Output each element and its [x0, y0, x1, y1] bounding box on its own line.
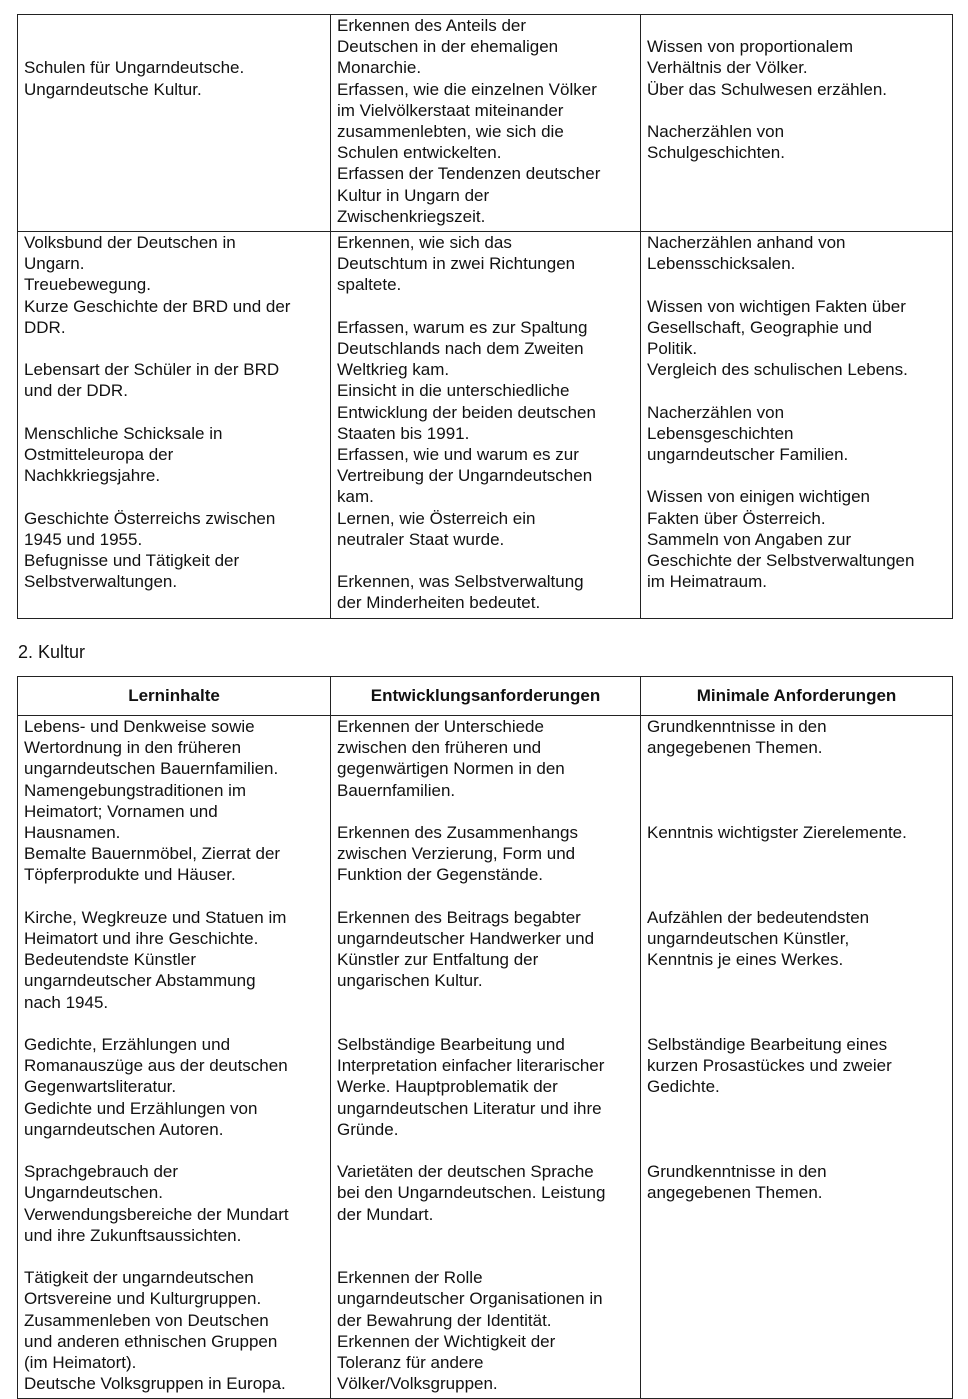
cell-text-line: Gegenwartsliteratur. — [24, 1077, 177, 1097]
cell-text-line: Erkennen, was Selbstverwaltung — [337, 572, 584, 592]
cell-text-line: angegebenen Themen. — [647, 1183, 823, 1203]
cell-text-line — [337, 1225, 636, 1246]
cell-text-line — [647, 886, 948, 907]
cell-text-line: Deutsche Volksgruppen in Europa. — [24, 1374, 286, 1394]
cell-text-line: Geschichte Österreichs zwischen — [24, 508, 276, 528]
cell-text-line: angegebenen Themen. — [647, 738, 823, 758]
cell-text-line: Einsicht in die unterschiedliche — [337, 381, 570, 401]
cell-text-line — [24, 886, 326, 907]
cell-text-line: Kirche, Wegkreuze und Statuen im — [24, 907, 287, 927]
cell-text-line: Hausnamen. — [24, 823, 121, 843]
cell-text-line: ungarndeutscher Handwerker und — [337, 929, 595, 948]
cell-text-line: ungarndeutscher Familien. — [647, 445, 849, 465]
cell-text-line: Verwendungsbereiche der Mundart — [24, 1204, 289, 1224]
table-row — [18, 232, 953, 619]
cell-text-line — [337, 992, 636, 1013]
cell-text-line: zusammenlebten, wie sich die — [337, 122, 564, 142]
cell-text-line: Deutschen in der ehemaligen — [337, 37, 559, 57]
cell-text-line: Aufzählen der bedeutendsten — [647, 907, 870, 927]
table-row — [18, 15, 953, 232]
cell-text-line: Fakten über Österreich. — [647, 508, 826, 528]
cell-text-line: Deutschtum in zwei Richtungen — [337, 254, 576, 274]
cell-text-line: Gründe. — [337, 1119, 399, 1139]
cell-text-line: Nacherzählen von — [647, 402, 785, 422]
cell-text-line — [647, 864, 948, 885]
cell-text-line: Töpferprodukte und Häuser. — [24, 865, 236, 885]
cell-text-line: Verhältnis der Völker. — [647, 58, 808, 78]
cell-text-line: Wissen von einigen wichtigen — [647, 487, 871, 507]
cell-text-line: Lebensschicksalen. — [647, 254, 796, 274]
table-body — [18, 716, 953, 1399]
cell-text-line: Über das Schulwesen erzählen. — [647, 79, 888, 99]
cell-text-line: Lebens- und Denkweise sowie — [24, 717, 255, 736]
cell-text-line: Vertreibung der Ungarndeutschen — [337, 466, 593, 486]
cell-text-line: Politik. — [647, 339, 698, 359]
cell-text-line: Kurze Geschichte der BRD und der — [24, 296, 291, 316]
cell-text-line: Grundkenntnisse in den — [647, 1162, 827, 1182]
cell-text-line: Monarchie. — [337, 58, 422, 78]
cell-text-line — [647, 1140, 948, 1161]
cell-text-line: Interpretation einfacher literarischer — [337, 1056, 605, 1076]
cell-text-line: Deutschlands nach dem Zweiten — [337, 339, 584, 359]
cell-text-line — [647, 1119, 948, 1140]
cell-text-line — [337, 886, 636, 907]
cell-text-line — [337, 550, 636, 571]
cell-lerninhalte — [18, 716, 331, 1399]
cell-text-line: ungarndeutschen Autoren. — [24, 1119, 224, 1139]
cell-text-line: Werke. Hauptproblematik der — [337, 1077, 558, 1097]
cell-text-line: Schulen entwickelten. — [337, 143, 502, 163]
cell-text-line: Heimatort; Vornamen und — [24, 801, 218, 821]
cell-text-line — [24, 486, 326, 507]
cell-text-line — [647, 465, 948, 486]
cell-text-line — [337, 801, 636, 822]
cell-text-line — [647, 380, 948, 401]
cell-text-line: Erkennen des Anteils der — [337, 16, 527, 35]
cell-text-line: und anderen ethnischen Gruppen — [24, 1331, 278, 1351]
cell-text-line: Nacherzählen von — [647, 121, 785, 141]
cell-text-line: Erfassen, wie die einzelnen Völker — [337, 79, 597, 99]
cell-text-line: Schulen für Ungarndeutsche. — [24, 58, 245, 78]
cell-text-line: Volksbund der Deutschen in — [24, 233, 236, 253]
cell-text-line: ungarndeutschen Bauernfamilien. — [24, 759, 279, 779]
cell-text-line — [647, 970, 948, 991]
cell-text-line: Gesellschaft, Geographie und — [647, 317, 872, 337]
table-row — [18, 716, 953, 1399]
cell-text-line: Varietäten der deutschen Sprache — [337, 1162, 594, 1182]
cell-text-line — [647, 100, 948, 121]
cell-text-line: im Heimatraum. — [647, 572, 767, 592]
column-header-entwicklungsanforderungen: Entwicklungsanforderungen — [331, 677, 641, 716]
table-body — [18, 15, 953, 619]
cell-text-line: Erkennen der Wichtigkeit der — [337, 1331, 556, 1351]
cell-text-line — [24, 1140, 326, 1161]
cell-text-line — [647, 15, 948, 36]
cell-text-line: Funktion der Gegenstände. — [337, 865, 544, 885]
cell-text-line: Erfassen, warum es zur Spaltung — [337, 317, 588, 337]
cell-text-line: Völker/Volksgruppen. — [337, 1374, 498, 1394]
cell-text-line: der Minderheiten bedeutet. — [337, 593, 541, 613]
cell-text-line — [24, 338, 326, 359]
cell-text-line: Nacherzählen anhand von — [647, 233, 846, 253]
cell-text-line: Vergleich des schulischen Lebens. — [647, 360, 908, 380]
cell-text-line: Zwischenkriegszeit. — [337, 206, 486, 226]
cell-text-line: ungarischen Kultur. — [337, 971, 483, 991]
cell-text-line: Grundkenntnisse in den — [647, 717, 827, 736]
cell-text-line: Heimatort und ihre Geschichte. — [24, 929, 259, 949]
cell-text-line: ungarndeutscher Abstammung — [24, 971, 256, 991]
cell-text-line: ungarndeutscher Organisationen in — [337, 1289, 603, 1309]
cell-text-line: DDR. — [24, 317, 66, 337]
cell-text-line — [647, 1013, 948, 1034]
cell-text-line: spaltete. — [337, 275, 402, 295]
cell-text-line: Erfassen der Tendenzen deutscher — [337, 164, 601, 184]
cell-text-line: Gedichte, Erzählungen und — [24, 1035, 231, 1055]
cell-text-line — [647, 780, 948, 801]
cell-text-line — [647, 843, 948, 864]
cell-text-line: Bauernfamilien. — [337, 780, 456, 800]
cell-text-line — [337, 1246, 636, 1267]
cell-entwicklungsanforderungen — [331, 232, 641, 619]
cell-text-line: ungarndeutschen Künstler, — [647, 928, 850, 948]
cell-text-line: 1945 und 1955. — [24, 529, 143, 549]
cell-text-line: Ungarn. — [24, 254, 85, 274]
cell-text-line: der Bewahrung der Identität. — [337, 1310, 552, 1330]
cell-text-line: (im Heimatort). — [24, 1353, 137, 1373]
cell-text-line: Sammeln von Angaben zur — [647, 529, 852, 549]
cell-minimale-anforderungen — [641, 15, 953, 232]
cell-text-line: ungarndeutschen Literatur und ihre — [337, 1098, 602, 1118]
cell-text-line: im Vielvölkerstaat miteinander — [337, 100, 564, 120]
cell-text-line — [647, 1098, 948, 1119]
cell-text-line: der Mundart. — [337, 1204, 434, 1224]
cell-text-line: Erfassen, wie und warum es zur — [337, 445, 579, 465]
cell-text-line: und der DDR. — [24, 381, 128, 401]
cell-text-line — [647, 758, 948, 779]
cell-text-line — [337, 1140, 636, 1161]
cell-text-line: Namengebungstraditionen im — [24, 780, 247, 800]
cell-minimale-anforderungen — [641, 716, 953, 1399]
cell-text-line: Lebensart der Schüler in der BRD — [24, 360, 280, 380]
cell-text-line: bei den Ungarndeutschen. Leistung — [337, 1183, 606, 1203]
cell-text-line — [24, 36, 326, 57]
cell-text-line — [24, 402, 326, 423]
cell-minimale-anforderungen — [641, 232, 953, 619]
cell-text-line: Ostmitteleuropa der — [24, 445, 174, 465]
cell-text-line — [647, 992, 948, 1013]
cell-text-line: Wissen von wichtigen Fakten über — [647, 296, 906, 316]
cell-text-line: Befugnisse und Tätigkeit der — [24, 551, 240, 571]
cell-text-line: Selbständige Bearbeitung und — [337, 1034, 565, 1054]
cell-text-line: Gedichte und Erzählungen von — [24, 1098, 258, 1118]
cell-text-line: Kenntnis wichtigster Zierelemente. — [647, 822, 907, 842]
cell-text-line: Bedeutendste Künstler — [24, 950, 197, 970]
cell-text-line: Erkennen der Rolle — [337, 1268, 483, 1288]
cell-text-line: Entwicklung der beiden deutschen — [337, 402, 596, 422]
cell-text-line: Kenntnis je eines Werkes. — [647, 950, 844, 970]
cell-text-line: und ihre Zukunftsaussichten. — [24, 1225, 242, 1245]
curriculum-table-kultur — [17, 676, 953, 1399]
cell-text-line: Selbständige Bearbeitung eines — [647, 1034, 888, 1054]
curriculum-table-history — [17, 14, 953, 619]
cell-text-line: Zusammenleben von Deutschen — [24, 1310, 269, 1330]
cell-text-line: Geschichte der Selbstverwaltungen — [647, 551, 915, 571]
cell-text-line — [24, 1013, 326, 1034]
cell-text-line — [647, 274, 948, 295]
cell-text-line: kurzen Prosastückes und zweier — [647, 1056, 892, 1076]
cell-text-line: Gedichte. — [647, 1077, 720, 1097]
cell-lerninhalte — [18, 232, 331, 619]
cell-text-line: Staaten bis 1991. — [337, 423, 470, 443]
cell-text-line: Selbstverwaltungen. — [24, 572, 178, 592]
cell-text-line: neutraler Staat wurde. — [337, 529, 505, 549]
cell-text-line — [337, 1013, 636, 1034]
cell-entwicklungsanforderungen — [331, 15, 641, 232]
cell-text-line: Treuebewegung. — [24, 275, 151, 295]
cell-text-line: Ungarndeutsche Kultur. — [24, 79, 202, 99]
cell-text-line: gegenwärtigen Normen in den — [337, 759, 565, 779]
cell-text-line: Bemalte Bauernmöbel, Zierrat der — [24, 844, 281, 864]
cell-text-line: Erkennen, wie sich das — [337, 233, 512, 253]
cell-text-line: Erkennen des Zusammenhangs — [337, 823, 578, 842]
cell-text-line: Tätigkeit der ungarndeutschen — [24, 1268, 254, 1288]
cell-text-line — [647, 801, 948, 822]
cell-text-line: Ungarndeutschen. — [24, 1183, 163, 1203]
header-row — [18, 677, 953, 716]
cell-text-line — [337, 296, 636, 317]
cell-text-line: Künstler zur Entfaltung der — [337, 950, 539, 970]
cell-text-line: zwischen den früheren und — [337, 738, 542, 758]
section-heading: 2. Kultur — [18, 642, 86, 662]
cell-text-line: Nachkkriegsjahre. — [24, 466, 161, 486]
cell-text-line — [24, 15, 326, 36]
cell-text-line: nach 1945. — [24, 992, 109, 1012]
cell-text-line: Menschliche Schicksale in — [24, 423, 223, 443]
cell-text-line: Lebensgeschichten — [647, 423, 794, 443]
cell-text-line: Lernen, wie Österreich ein — [337, 508, 536, 528]
cell-text-line: Toleranz für andere — [337, 1352, 484, 1372]
cell-text-line: zwischen Verzierung, Form und — [337, 844, 576, 864]
cell-text-line: Erkennen der Unterschiede — [337, 717, 544, 736]
cell-text-line: Sprachgebrauch der — [24, 1162, 179, 1182]
cell-text-line: Ortsvereine und Kulturgruppen. — [24, 1289, 262, 1309]
cell-text-line: kam. — [337, 487, 374, 507]
column-header-lerninhalte: Lerninhalte — [18, 677, 331, 716]
cell-text-line — [24, 1246, 326, 1267]
cell-text-line: Kultur in Ungarn der — [337, 185, 490, 205]
cell-entwicklungsanforderungen — [331, 716, 641, 1399]
cell-lerninhalte — [18, 15, 331, 232]
cell-text-line: Schulgeschichten. — [647, 143, 785, 163]
table-header — [18, 677, 953, 716]
cell-text-line: Romanauszüge aus der deutschen — [24, 1056, 288, 1076]
cell-text-line: Erkennen des Beitrags begabter — [337, 907, 581, 927]
cell-text-line: Wertordnung in den früheren — [24, 738, 242, 758]
column-header-minimale-anforderungen: Minimale Anforderungen — [641, 677, 953, 716]
cell-text-line: Weltkrieg kam. — [337, 360, 450, 380]
cell-text-line: Wissen von proportionalem — [647, 37, 853, 57]
